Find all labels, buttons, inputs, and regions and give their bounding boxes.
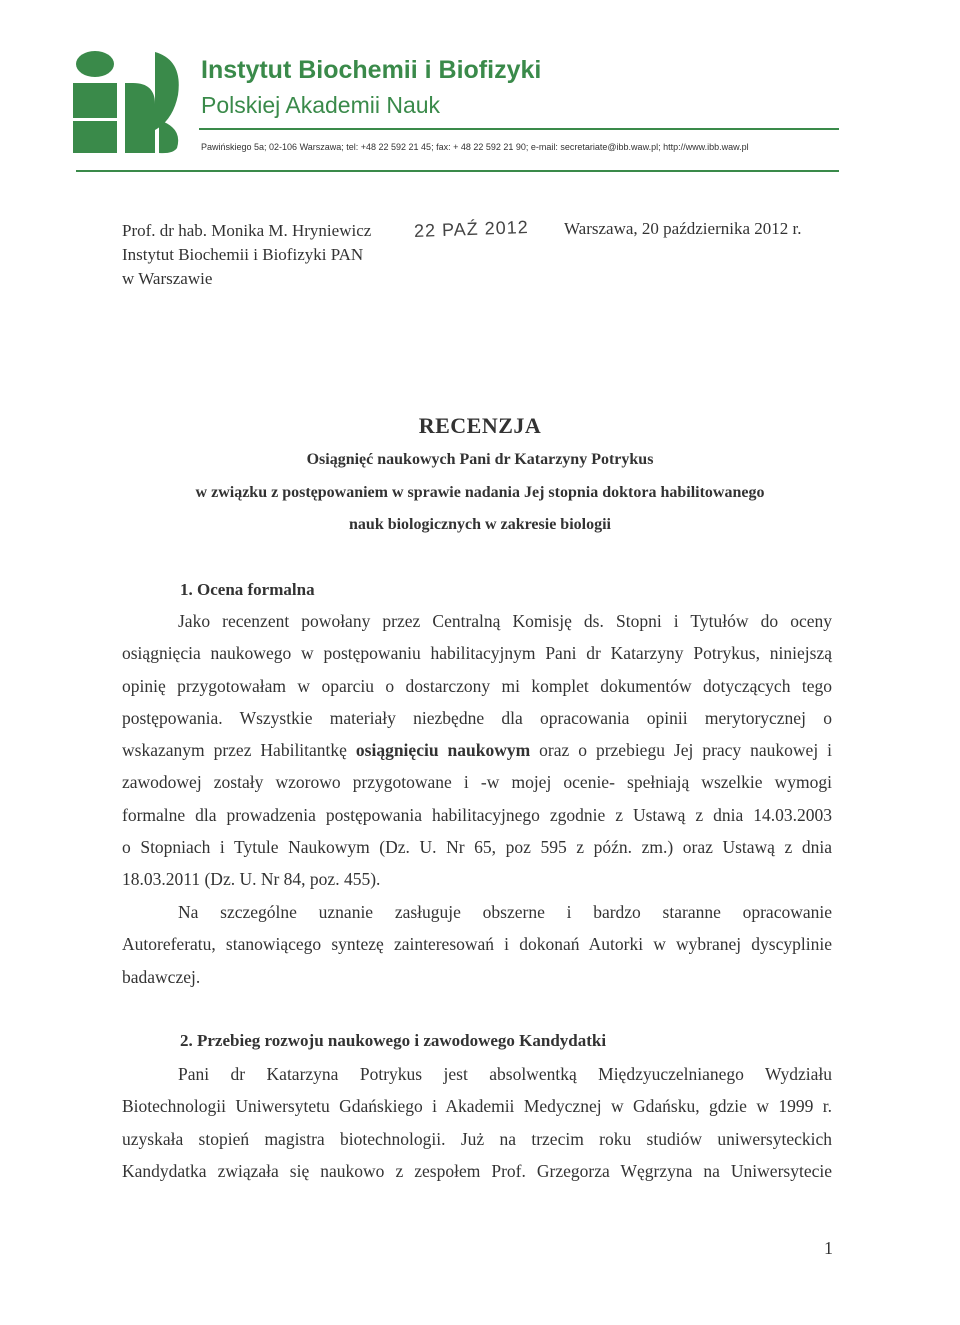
text-fragment: oraz o przebiegu Jej pracy naukowej i [539, 740, 833, 761]
text-line: o Stopniach i Tytule Naukowym (Dz. U. Nr 65, poz 595 z późn. zm.) oraz Ustawą z dnia [122, 837, 832, 858]
text-line-with-emphasis [122, 734, 832, 766]
sender-block [122, 219, 371, 291]
sender-name: Prof. dr hab. Monika M. Hryniewicz [122, 221, 372, 240]
text-line: uzyskała stopień magistra biotechnologii. Już na trzecim roku studiów uniwersyteckich [122, 1128, 832, 1149]
text-fragment: wskazanym przez Habilitantkę [122, 740, 347, 761]
text-line: osiągnięcia naukowego w postępowaniu habilitacyjnym Pani dr Katarzyny Potrykus, niniejszą [122, 643, 832, 664]
section-1-heading: 1. Ocena formalna [180, 580, 315, 599]
page-number: 1 [824, 1238, 833, 1258]
document-title: RECENZJA [418, 413, 542, 438]
text-line: Autoreferatu, stanowiącego syntezę zainteresowań i dokonań Autorki w wybranej dyscyplinie [122, 934, 832, 955]
institute-logo [73, 50, 183, 155]
header-rule-top [199, 128, 839, 130]
sender-city: w Warszawie [122, 269, 213, 288]
text-line: zawodowej zostały wzorowo przygotowane i -w mojej ocenie- spełniają wszelkie wymogi [122, 772, 832, 793]
text-line: Pani dr Katarzyna Potrykus jest absolwentką Międzyuczelnianego Wydziału [178, 1064, 832, 1084]
received-stamp: 22 PAŹ 2012 [413, 217, 530, 241]
institute-contact: Pawińskiego 5a; 02-106 Warszawa; tel: +48 22 592 21 45; fax: + 48 22 592 21 90; e-mail: secretariate@ibb.waw.pl; http://www.ibb.waw.pl [201, 142, 749, 152]
subtitle-line-2: w związku z postępowaniem w sprawie nadania Jej stopnia doktora habilitowanego [195, 484, 765, 501]
header-rule-bottom [76, 170, 839, 172]
subtitle-line-1: Osiągnięć naukowych Pani dr Katarzyny Potrykus [306, 451, 654, 468]
text-line: Kandydatka związała się naukowo z zespołem Prof. Grzegorza Węgrzyna na Uniwersytecie [122, 1160, 832, 1181]
section-2-paragraph-1 [122, 1058, 832, 1187]
letter-date: Warszawa, 20 października 2012 r. [564, 219, 802, 238]
subtitle-line-3: nauk biologicznych w zakresie biologii [349, 516, 611, 533]
text-line: opinię przygotowałam w oparciu o dostarczony mi komplet dokumentów dotyczących tego [122, 675, 832, 696]
emphasis-text: osiągnięciu naukowym [355, 740, 531, 761]
text-line: Biotechnologii Uniwersytetu Gdańskiego i Akademii Medycznej w Gdańsku, gdzie w 1999 r. [122, 1096, 832, 1117]
text-line: formalne dla prowadzenia postępowania habilitacyjnego zgodnie z Ustawą z dnia 14.03.2003 [122, 804, 832, 825]
text-line: 18.03.2011 (Dz. U. Nr 84, poz. 455). [122, 869, 381, 890]
section-1-paragraph-1 [122, 605, 832, 896]
sender-institution: Instytut Biochemii i Biofizyki PAN [122, 245, 364, 264]
text-line: Jako recenzent powołany przez Centralną Komisję ds. Stopni i Tytułów do oceny [178, 611, 832, 631]
text-line: postępowania. Wszystkie materiały niezbędne dla opracowania opinii merytorycznej o [122, 707, 832, 728]
section-2-heading: 2. Przebieg rozwoju naukowego i zawodowego Kandydatki [180, 1031, 607, 1050]
section-1-paragraph-2 [122, 896, 832, 993]
text-line: Na szczególne uznanie zasługuje obszerne i bardzo staranne opracowanie [178, 902, 832, 922]
institute-subtitle: Polskiej Akademii Nauk [201, 92, 441, 118]
institute-name: Instytut Biochemii i Biofizyki [201, 56, 542, 84]
text-line: badawczej. [122, 966, 201, 987]
